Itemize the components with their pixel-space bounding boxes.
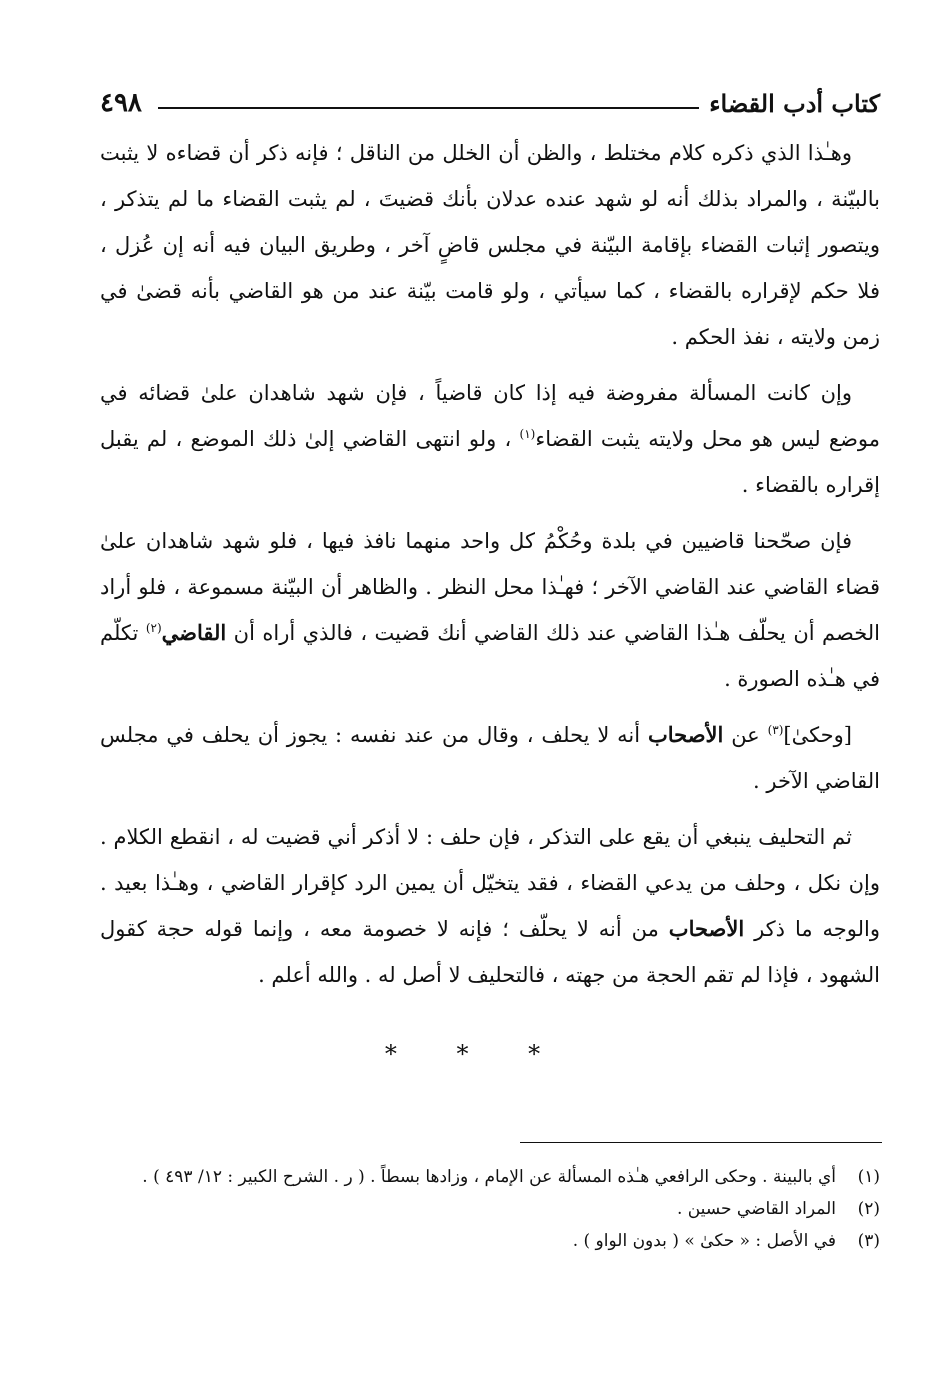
- footnote-ref[interactable]: (٣): [767, 723, 784, 737]
- footnote-text: في الأصل : « حكىٰ » ( بدون الواو ) .: [572, 1231, 836, 1251]
- chapter-title: كتاب أدب القضاء: [709, 89, 880, 118]
- footnotes: [100, 1162, 880, 1258]
- footnote-number: (٣): [857, 1231, 880, 1251]
- header-rule: [158, 107, 699, 109]
- footnote-number: (١): [857, 1167, 880, 1187]
- footnote-text: أي بالبينة . وحكى الرافعي هـٰذه المسألة عن الإمام ، وزادها بسطاً . ( ر . الشرح الكبير : ١٢/ ٤٩٣ ) .: [142, 1167, 836, 1187]
- footnote: [100, 1162, 880, 1192]
- page-number: ٤٩٨: [100, 88, 142, 118]
- footnote-rule: [520, 1142, 882, 1143]
- section-separator: * * *: [384, 1040, 567, 1068]
- footnote-ref[interactable]: (٢): [145, 621, 162, 635]
- page-header: [100, 80, 880, 116]
- footnote: [100, 1194, 880, 1224]
- footnote: [100, 1226, 880, 1256]
- footnote-text: المراد القاضي حسين .: [676, 1199, 836, 1219]
- paragraph: فإن صحّحنا قاضيين في بلدة وحُكْمُ كل واحد منهما نافذ فيها ، فلو شهد شاهدان علىٰ قضاء القاضي عند القاضي الآخر ؛ فهـٰذا محل النظر . والظاهر أن البيّنة مسموعة ، فلو أراد الخصم أن يحلّف هـٰذا القاضي عند ذلك القاضي أنك قضيت ، فالذي أراه أن القاضي$^{(٢)}$ تكلّم في هـٰذه الصورة .: [100, 529, 880, 691]
- bold-term: القاضي: [161, 620, 227, 645]
- body-text: [100, 130, 880, 1008]
- footnote-ref[interactable]: (١): [519, 427, 536, 441]
- bold-term: الأصحاب: [647, 722, 724, 747]
- bold-term: الأصحاب: [668, 916, 745, 941]
- footnote-number: (٢): [857, 1199, 880, 1219]
- paragraph: ثم التحليف ينبغي أن يقع على التذكر ، فإن حلف : لا أذكر أني قضيت له ، انقطع الكلام . وإن نكل ، وحلف من يدعي القضاء ، فقد يتخيّل أن يمين الرد كإقرار القاضي ، وهـٰذا بعيد . والوجه ما ذكر الأصحاب من أنه لا يحلّف ؛ فإنه لا خصومة معه ، وإنما قوله حجة كقول الشهود ، فإذا لم تقم الحجة من جهته ، فالتحليف لا أصل له . والله أعلم .: [100, 825, 880, 987]
- paragraph: وإن كانت المسألة مفروضة فيه إذا كان قاضياً ، فإن شهد شاهدان علىٰ قضائه في موضع ليس هو محل ولايته يثبت القضاء$^{(١)}$ ، ولو انتهى القاضي إلىٰ ذلك الموضع ، لم يقبل إقراره بالقضاء .: [100, 381, 880, 497]
- paragraph: [وحكىٰ]$^{(٣)}$ عن الأصحاب أنه لا يحلف ، وقال من عند نفسه : يجوز أن يحلف في مجلس القاضي الآخر .: [100, 722, 880, 793]
- paragraph: وهـٰذا الذي ذكره كلام مختلط ، والظن أن الخلل من الناقل ؛ فإنه ذكر أن قضاءه لا يثبت بالبيّنة ، والمراد بذلك أنه لو شهد عنده عدلان بأنك قضيتَ ، لم يثبت القضاء ما لم يتذكر ، ويتصور إثبات القضاء بإقامة البيّنة في مجلس قاضٍ آخر ، وطريق البيان فيه أنه إن عُزل ، فلا حكم لإقراره بالقضاء ، كما سيأتي ، ولو قامت بيّنة عند من هو القاضي بأنه قضىٰ في زمن ولايته ، نفذ الحكم .: [100, 141, 880, 349]
